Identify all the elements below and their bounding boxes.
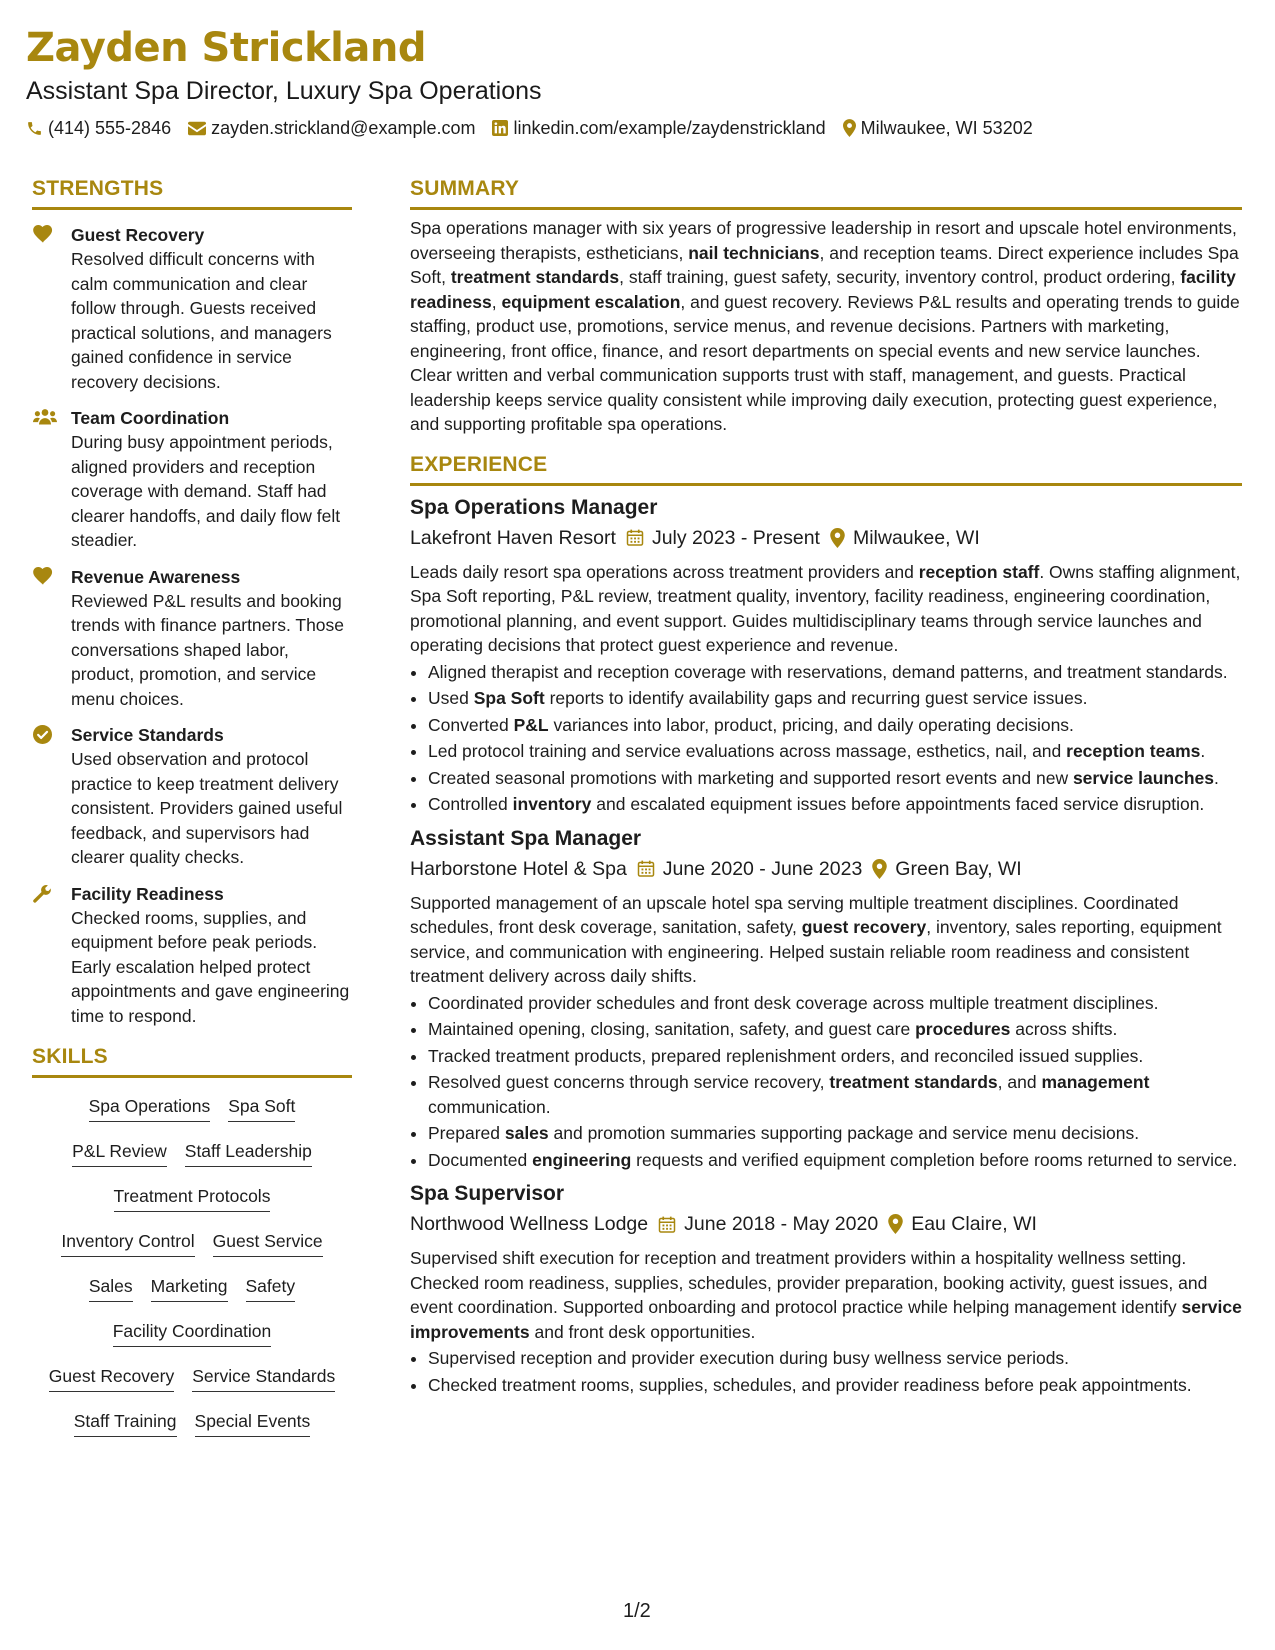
bullet-item: • Converted P&L variances into labor, product, pricing, and daily operating decisions. (428, 713, 1242, 738)
job-meta (410, 524, 1242, 552)
job-meta (410, 1210, 1242, 1238)
skill-tag: Staff Training (74, 1409, 177, 1437)
email-text: zayden.strickland@example.com (211, 118, 476, 138)
bullet-item: • Coordinated provider schedules and front desk coverage across multiple treatment disciplines. (428, 991, 1242, 1016)
job-bullets (410, 660, 1242, 817)
job-dates: July 2023 - Present (651, 526, 820, 549)
phone-text: (414) 555-2846 (48, 118, 172, 138)
skill-tag: Guest Service (213, 1229, 323, 1257)
bullet-item: • Prepared sales and promotion summaries supporting package and service menu decisions. (428, 1121, 1242, 1146)
contact-linkedin[interactable] (492, 116, 825, 140)
skill-tag: Spa Operations (89, 1094, 211, 1122)
skill-tag: Staff Leadership (185, 1139, 312, 1167)
job-meta (410, 855, 1242, 883)
job-location: Milwaukee, WI (852, 526, 980, 549)
bullet-item: • Resolved guest concerns through service recovery, treatment standards, and management communication. (428, 1070, 1242, 1119)
strength-description: During busy appointment periods, aligned providers and reception coverage with demand. Staff had clearer handoffs, and daily flow felt steadier. (71, 432, 341, 550)
experience-list (410, 494, 1242, 1398)
skill-tag: Safety (246, 1274, 296, 1302)
candidate-title: Assistant Spa Director, Luxury Spa Operations (26, 77, 542, 105)
job-bullets (410, 1346, 1242, 1397)
skill-row (32, 1184, 352, 1229)
skill-tag: Special Events (195, 1409, 311, 1437)
strengths-heading: STRENGTHS (32, 174, 352, 210)
linkedin-icon (492, 120, 508, 136)
skill-tag: Sales (89, 1274, 133, 1302)
job-description: Leads daily resort spa operations across treatment providers and reception staff. Owns staffing alignment, Spa Soft reporting, P&L review, treatment quality, inventory, facility readiness, engineering coordination, promotional planning, and event support. Guides multidisciplinary teams through service launches and operating decisions that protect guest experience and revenue. (410, 561, 1241, 655)
strength-description: Used observation and protocol practice to keep treatment delivery consistent. Providers gained useful feedback, and supervisors had clearer quality checks. (71, 749, 343, 867)
skill-tag: P&L Review (72, 1139, 167, 1167)
job-entry (410, 825, 1242, 1173)
skill-tag: Treatment Protocols (114, 1184, 271, 1212)
strength-name: Facility Readiness (71, 883, 224, 904)
bullet-item: • Controlled inventory and escalated equipment issues before appointments faced service disruption. (428, 792, 1242, 817)
bullet-item: • Checked treatment rooms, supplies, schedules, and provider readiness before peak appointments. (428, 1373, 1242, 1398)
right-column (410, 174, 1242, 1399)
skill-row (32, 1364, 352, 1409)
phone-icon (26, 120, 43, 137)
heart-icon (33, 225, 53, 248)
strength-name: Team Coordination (71, 408, 230, 428)
skill-row (32, 1409, 352, 1454)
job-description: Supported management of an upscale hotel spa serving multiple treatment disciplines. Coordinated schedules, front desk coverage, sanitation, safety, guest recovery, inventory, sales reporting, equipment service, and communication with engineering. Helped sustain reliable room readiness and consistent treatment delivery across daily shifts. (410, 892, 1222, 986)
map-pin-icon (862, 859, 895, 879)
skill-tag: Inventory Control (61, 1229, 194, 1257)
strength-description: Reviewed P&L results and booking trends with finance partners. Those conversations shaped labor, product, promotion, and service menu choices. (71, 590, 345, 709)
map-pin-icon (843, 119, 856, 137)
job-bullets (410, 991, 1242, 1173)
job-company: Northwood Wellness Lodge (410, 1213, 649, 1235)
calendar-icon (616, 528, 652, 547)
skill-row (32, 1274, 352, 1319)
skill-row (32, 1094, 352, 1139)
summary-text: Spa operations manager with six years of progressive leadership in resort and upscale hotel environments, overseeing therapists, estheticians, nail technicians, and reception teams. Direct experience includes Spa Soft, treatment standards, staff training, guest safety, security, inventory control, product ordering, facility readiness, equipment escalation, and guest recovery. Reviews P&L results and operating trends to guide staffing, product use, promotions, service menus, and revenue decisions. Partners with marketing, engineering, front office, finance, and resort departments on special events and new service launches. Clear written and verbal communication supports trust with staff, management, and guests. Practical leadership keeps service quality consistent while improving daily execution, protecting guest experience, and supporting profitable spa operations. (410, 218, 1240, 434)
bullet-item: • Supervised reception and provider execution during busy wellness service periods. (428, 1346, 1242, 1371)
skill-tag: Guest Recovery (49, 1364, 174, 1392)
location-text: Milwaukee, WI 53202 (860, 118, 1033, 138)
job-entry (410, 494, 1242, 817)
contact-bar (26, 116, 1246, 140)
contact-email[interactable] (188, 116, 475, 140)
strength-item (32, 882, 352, 1029)
experience-heading: EXPERIENCE (410, 450, 1242, 486)
envelope-icon (188, 121, 206, 136)
strength-name: Guest Recovery (71, 225, 205, 245)
bullet-item: • Led protocol training and service evaluations across massage, esthetics, nail, and reception teams. (428, 739, 1242, 764)
job-entry (410, 1180, 1242, 1397)
strength-item (32, 223, 352, 394)
candidate-name: Zayden Strickland (26, 25, 426, 71)
strength-name: Revenue Awareness (71, 566, 241, 587)
job-company: Lakefront Haven Resort (410, 526, 616, 549)
job-title: Spa Supervisor (410, 1182, 565, 1205)
contact-location (843, 116, 1033, 140)
map-pin-icon (878, 1214, 911, 1234)
strength-item (32, 565, 352, 712)
job-description: Supervised shift execution for reception and treatment providers within a hospitality wellness setting. Checked room readiness, supplies, schedules, provider preparation, booking activity, guest issues, and event coordination. Supported onboarding and protocol practice while helping management identify service improvements and front desk opportunities. (410, 1248, 1242, 1342)
job-location: Green Bay, WI (895, 857, 1022, 880)
bullet-item: • Created seasonal promotions with marketing and supported resort events and new service launches. (428, 766, 1242, 791)
strength-name: Service Standards (71, 725, 224, 745)
skill-tag: Service Standards (192, 1364, 335, 1392)
bullet-item: • Aligned therapist and reception coverage with reservations, demand patterns, and treatment standards. (428, 660, 1242, 685)
skill-row (32, 1229, 352, 1274)
strengths-list (32, 223, 352, 1028)
bullet-item: • Used Spa Soft reports to identify availability gaps and recurring guest service issues. (428, 686, 1242, 711)
linkedin-text: linkedin.com/example/zaydenstrickland (513, 118, 826, 138)
heart-icon (33, 567, 53, 590)
strength-item (32, 723, 352, 870)
contact-phone[interactable] (26, 116, 171, 140)
calendar-icon (627, 859, 663, 878)
job-company: Harborstone Hotel & Spa (410, 857, 627, 880)
page-number: 1/2 (623, 1600, 651, 1622)
strength-description: Resolved difficult concerns with calm communication and clear follow through. Guests received practical solutions, and managers gained confidence in service recovery decisions. (71, 249, 332, 392)
bullet-item: • Maintained opening, closing, sanitation, safety, and guest care procedures across shifts. (428, 1017, 1242, 1042)
summary-heading: SUMMARY (410, 174, 1242, 210)
strength-item (32, 406, 352, 553)
left-column (32, 174, 352, 1454)
skill-tag: Spa Soft (228, 1094, 295, 1122)
map-pin-icon (820, 528, 853, 548)
bullet-item: • Documented engineering requests and verified equipment completion before rooms returned to service. (428, 1148, 1242, 1173)
skill-row (32, 1139, 352, 1184)
users-icon (33, 408, 57, 430)
wrench-icon (33, 884, 52, 908)
skill-tag: Marketing (151, 1274, 228, 1302)
skills-heading: SKILLS (32, 1042, 352, 1078)
check-circle-icon (33, 725, 52, 749)
bullet-item: • Tracked treatment products, prepared replenishment orders, and reconciled issued supplies. (428, 1044, 1242, 1069)
skills-list (32, 1094, 352, 1454)
skill-row (32, 1319, 352, 1364)
resume-header (26, 22, 1246, 140)
strength-description: Checked rooms, supplies, and equipment before peak periods. Early escalation helped protect appointments and gave engineering time to respond. (71, 907, 350, 1026)
job-title: Spa Operations Manager (410, 495, 658, 519)
job-title: Assistant Spa Manager (410, 826, 642, 850)
calendar-icon (648, 1215, 684, 1234)
job-dates: June 2020 - June 2023 (662, 857, 863, 880)
job-dates: June 2018 - May 2020 (684, 1213, 879, 1235)
skill-tag: Facility Coordination (113, 1319, 272, 1347)
job-location: Eau Claire, WI (911, 1213, 1037, 1235)
